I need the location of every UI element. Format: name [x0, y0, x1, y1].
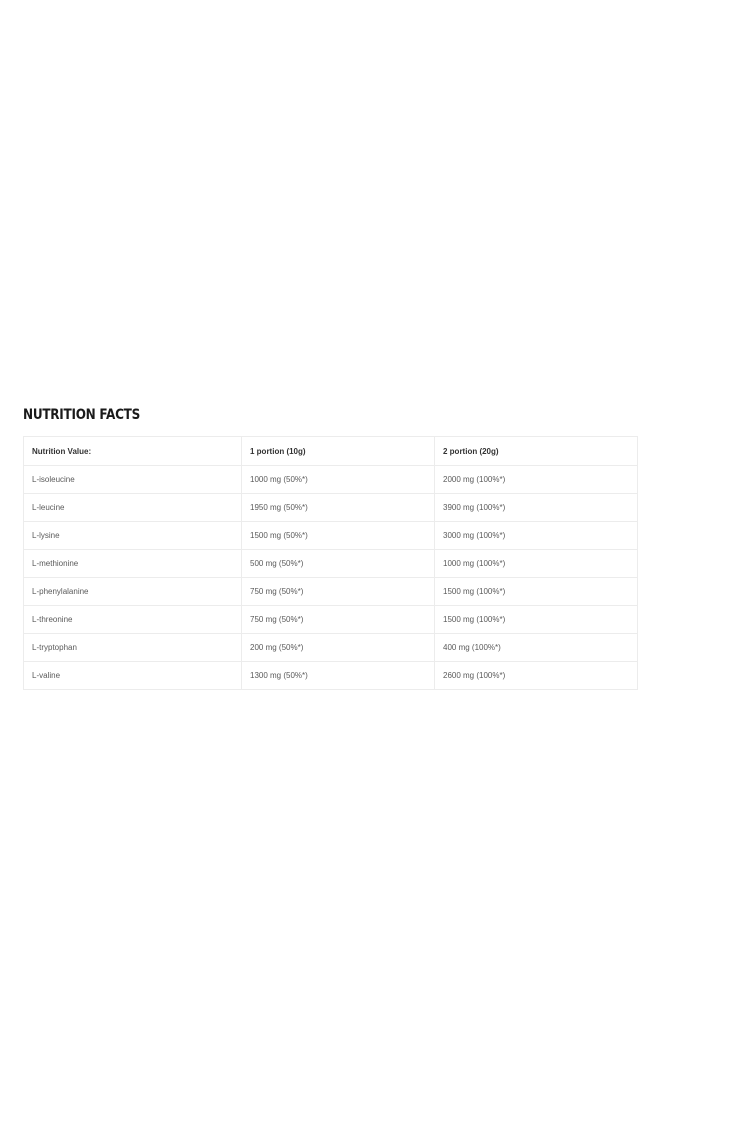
- portion-1-value: 750 mg (50%*): [242, 578, 435, 606]
- portion-2-value: 1000 mg (100%*): [435, 550, 638, 578]
- portion-2-value: 3900 mg (100%*): [435, 494, 638, 522]
- portion-2-value: 2000 mg (100%*): [435, 466, 638, 494]
- portion-2-value: 1500 mg (100%*): [435, 578, 638, 606]
- table-row: [24, 578, 638, 606]
- portion-2-value: 3000 mg (100%*): [435, 522, 638, 550]
- nutrient-name: L-lysine: [24, 522, 242, 550]
- nutrient-name: L-isoleucine: [24, 466, 242, 494]
- table-row: [24, 494, 638, 522]
- portion-2-value: 400 mg (100%*): [435, 634, 638, 662]
- nutrition-facts-section: [23, 405, 637, 690]
- nutrient-name: L-tryptophan: [24, 634, 242, 662]
- portion-1-value: 750 mg (50%*): [242, 606, 435, 634]
- portion-2-value: 1500 mg (100%*): [435, 606, 638, 634]
- table-row: [24, 550, 638, 578]
- table-row: [24, 662, 638, 690]
- table-header-row: [24, 437, 638, 466]
- table-row: [24, 606, 638, 634]
- header-2-portion: 2 portion (20g): [435, 437, 638, 466]
- table-row: [24, 634, 638, 662]
- portion-1-value: 1500 mg (50%*): [242, 522, 435, 550]
- header-1-portion: 1 portion (10g): [242, 437, 435, 466]
- nutrient-name: L-leucine: [24, 494, 242, 522]
- nutrient-name: L-phenylalanine: [24, 578, 242, 606]
- header-nutrition-value: Nutrition Value:: [24, 437, 242, 466]
- table-row: [24, 466, 638, 494]
- portion-1-value: 1950 mg (50%*): [242, 494, 435, 522]
- portion-1-value: 1000 mg (50%*): [242, 466, 435, 494]
- nutrition-table: [23, 436, 638, 690]
- portion-2-value: 2600 mg (100%*): [435, 662, 638, 690]
- table-row: [24, 522, 638, 550]
- portion-1-value: 200 mg (50%*): [242, 634, 435, 662]
- nutrient-name: L-threonine: [24, 606, 242, 634]
- portion-1-value: 500 mg (50%*): [242, 550, 435, 578]
- nutrient-name: L-methionine: [24, 550, 242, 578]
- nutrient-name: L-valine: [24, 662, 242, 690]
- portion-1-value: 1300 mg (50%*): [242, 662, 435, 690]
- section-title: NUTRITION FACTS: [23, 407, 141, 423]
